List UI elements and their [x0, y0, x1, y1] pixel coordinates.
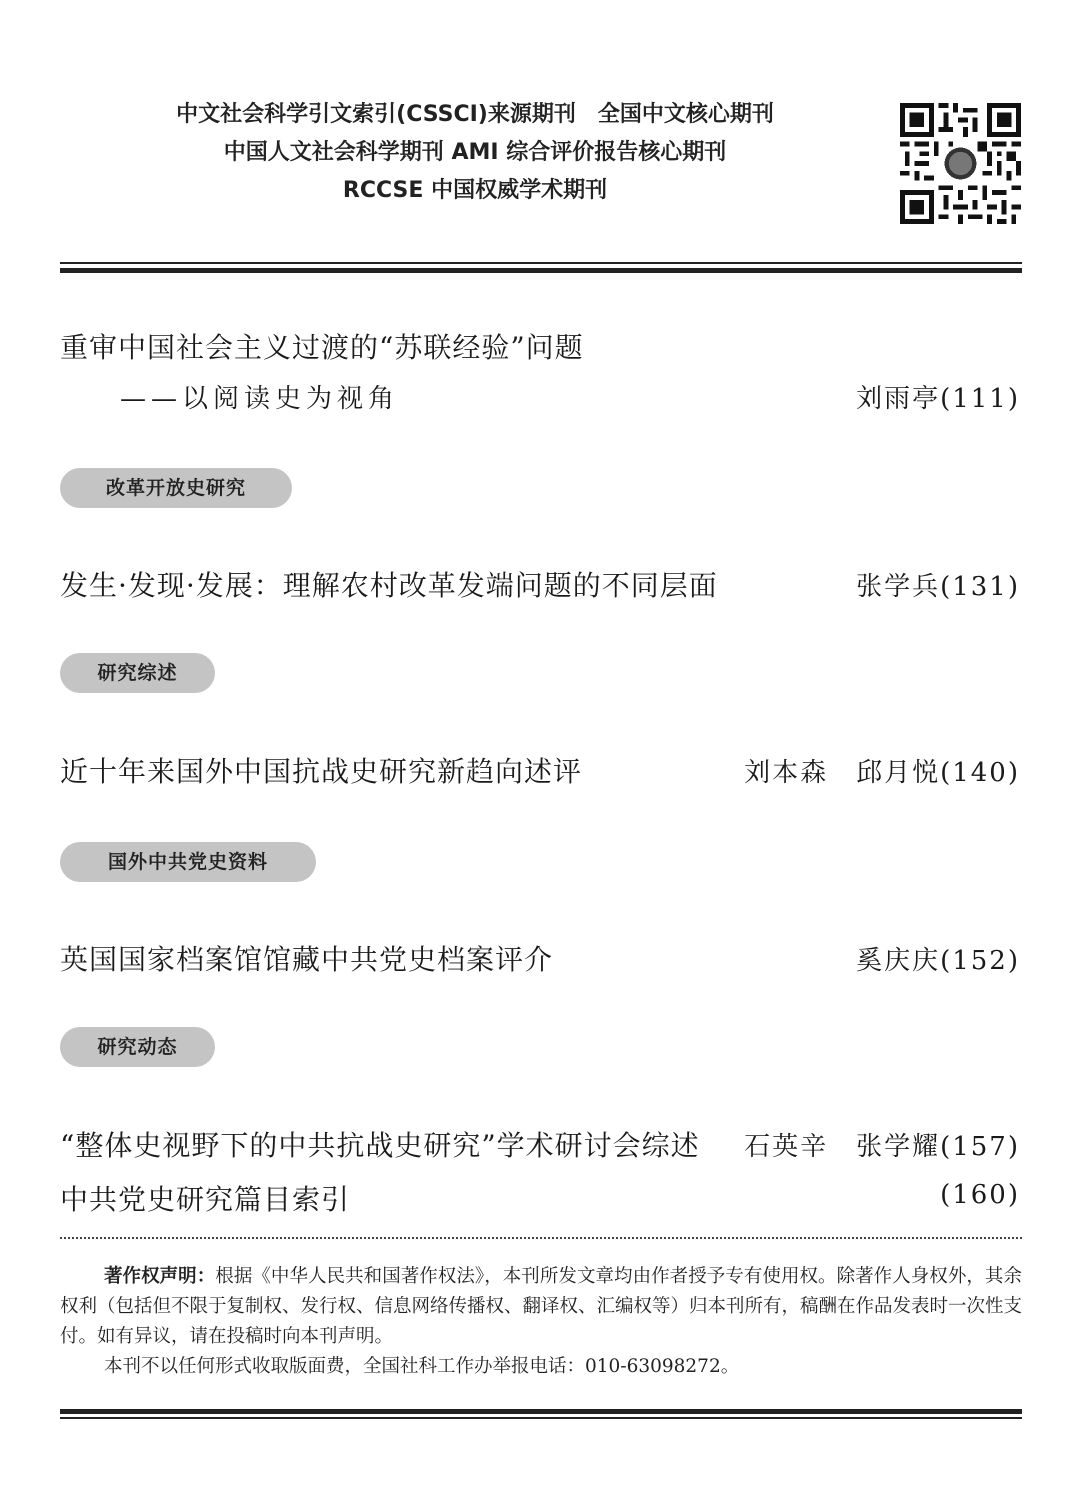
article-author-page-3: 刘本森 邱月悦(140): [744, 758, 1020, 788]
header-rule-thin: [60, 262, 1022, 264]
journal-credentials: [60, 96, 890, 210]
copyright-text: 根据《中华人民共和国著作权法》，本刊所发文章均由作者授予专有使用权。除著作人身权外，其余权利（包括但不限于复制权、发行权、信息网络传播权、翻译权、汇编权等）归本刊所有，稿酬在作品发表时一次性支付。如有异议，请在投稿时向本刊声明。: [60, 1266, 1023, 1347]
section-label-research-review: 研究综述: [60, 653, 215, 693]
credential-line-3: RCCSE 中国权威学术期刊: [342, 178, 608, 203]
credential-line-1: 中文社会科学引文索引(CSSCI)来源期刊 全国中文核心期刊: [176, 102, 774, 127]
article-title-4: 英国国家档案馆馆藏中共党史档案评介: [60, 943, 554, 976]
article-author-page-2: 张学兵(131): [856, 572, 1020, 602]
article-author-page-1: 刘雨亭(111): [856, 384, 1020, 414]
qr-code-icon: [900, 103, 1021, 224]
article-title-1: 重审中国社会主义过渡的“苏联经验”问题: [60, 331, 584, 364]
article-title-6: 中共党史研究篇目索引: [60, 1183, 351, 1216]
article-title-2: 发生·发现·发展：理解农村改革发端问题的不同层面: [60, 569, 718, 602]
header-rule-thick: [60, 268, 1022, 273]
credential-line-2: 中国人文社会科学期刊 AMI 综合评价报告核心期刊: [223, 140, 727, 165]
footer-rule-thin: [60, 1417, 1022, 1419]
article-subtitle-1: ——以阅读史为视角: [120, 384, 400, 414]
no-fee-notice: 本刊不以任何形式收取版面费，全国社科工作办举报电话：010-63098272。: [104, 1356, 740, 1377]
section-label-foreign-materials: 国外中共党史资料: [60, 842, 316, 882]
article-page-6: (160): [940, 1180, 1020, 1210]
article-title-5: “整体史视野下的中共抗战史研究”学术研讨会综述: [60, 1129, 700, 1162]
copyright-notice: [60, 1262, 1022, 1382]
copyright-label: 著作权声明：: [104, 1266, 216, 1287]
dotted-divider: [60, 1237, 1022, 1239]
footer-rule-thick: [60, 1409, 1022, 1414]
article-title-3: 近十年来国外中国抗战史研究新趋向述评: [60, 755, 583, 788]
section-label-reform-history: 改革开放史研究: [60, 468, 292, 508]
article-author-page-5: 石英辛 张学耀(157): [744, 1132, 1020, 1162]
article-author-page-4: 奚庆庆(152): [856, 946, 1020, 976]
section-label-research-news: 研究动态: [60, 1027, 215, 1067]
